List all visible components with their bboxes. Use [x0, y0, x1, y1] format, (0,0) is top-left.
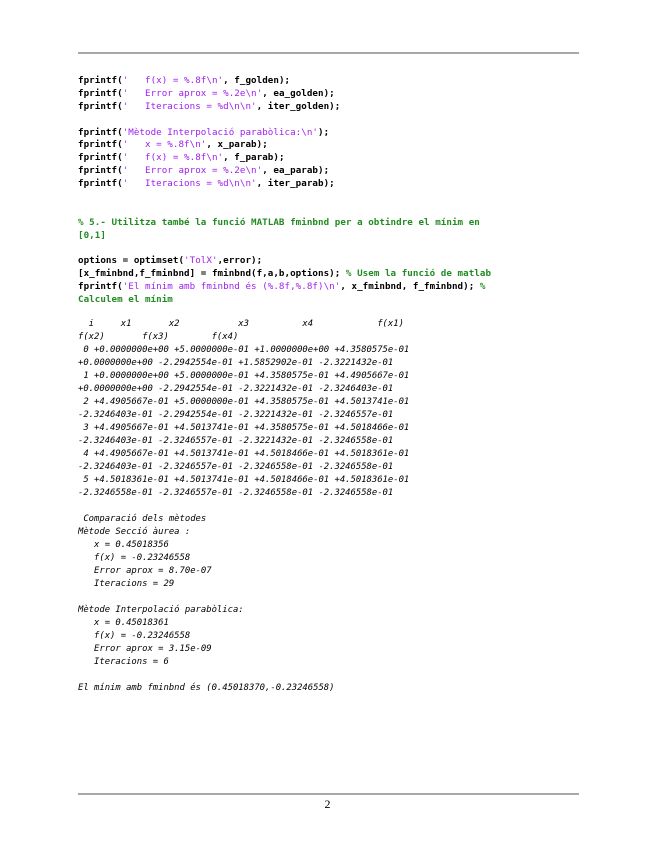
- output-line: 3 +4.4905667e-01 +4.5013741e-01 +4.3580575e-01 +4.5018466e-01: [78, 423, 410, 433]
- command-output: [78, 318, 578, 695]
- code-text: fprintf(: [78, 75, 123, 86]
- code-text: , iter_parab);: [256, 178, 335, 190]
- comment-text: % 5.- Utilitza també la funció MATLAB fminbnd per a obtindre el mínim en: [78, 216, 480, 228]
- code-text: , iter_golden);: [256, 100, 341, 112]
- output-line: Mètode Interpolació parabòlica:: [78, 605, 244, 615]
- code-text: , x_parab);: [206, 139, 268, 151]
- string-literal: 'TolX': [184, 255, 218, 267]
- code-text: , x_fminbnd, f_fminbnd);: [340, 281, 480, 293]
- output-line: Mètode Secció àurea :: [78, 527, 191, 537]
- output-line: 4 +4.4905667e-01 +4.5013741e-01 +4.5018466e-01 +4.5018361e-01: [78, 449, 410, 459]
- output-line: -2.3246403e-01 -2.2942554e-01 -2.3221432e-01 -2.3246557e-01: [78, 410, 394, 420]
- code-line: [78, 127, 578, 140]
- output-line: -2.3246403e-01 -2.3246557e-01 -2.3221432e-01 -2.3246558e-01: [78, 436, 394, 446]
- output-line: Comparació dels mètodes: [78, 514, 207, 524]
- code-line: [78, 217, 578, 230]
- output-line: f(x) = -0.23246558: [78, 553, 191, 563]
- string-literal: ' f(x) = %.8f\n': [122, 75, 224, 86]
- code-line: [78, 268, 578, 281]
- output-line: f(x2) f(x3) f(x4): [78, 332, 239, 342]
- output-line: 0 +0.0000000e+00 +5.0000000e-01 +1.0000000e+00 +4.3580575e-01: [78, 345, 410, 355]
- code-text: fprintf(: [78, 165, 123, 177]
- string-literal: 'El mínim amb fminbnd és (%.8f,%.8f)\n': [122, 281, 341, 293]
- code-text: [x_fminbnd,f_fminbnd] = fminbnd(f,a,b,options);: [78, 268, 346, 280]
- string-literal: ' Error aprox = %.2e\n': [122, 87, 263, 99]
- output-line: 5 +4.5018361e-01 +4.5013741e-01 +4.5018466e-01 +4.5018361e-01: [78, 475, 410, 485]
- code-line: [78, 165, 578, 178]
- matlab-code-listing: [78, 75, 578, 307]
- output-line: [78, 669, 578, 682]
- code-line: [78, 75, 578, 88]
- output-line: x = 0.45018361: [78, 618, 169, 628]
- code-line: [78, 243, 578, 256]
- code-line: [78, 101, 578, 114]
- code-text: fprintf(: [78, 152, 123, 164]
- footer-rule: [78, 793, 579, 795]
- code-line: [78, 139, 578, 152]
- output-line: i x1 x2 x3 x4 f(x1): [78, 319, 404, 329]
- output-line: -2.3246403e-01 -2.3246557e-01 -2.3246558e-01 -2.3246558e-01: [78, 462, 394, 472]
- string-literal: ' Error aprox = %.2e\n': [122, 165, 263, 177]
- code-line: [78, 178, 578, 191]
- code-text: fprintf(: [78, 281, 123, 293]
- code-line: [78, 294, 578, 307]
- code-line: [78, 230, 578, 243]
- output-line: f(x) = -0.23246558: [78, 631, 191, 641]
- code-text: , ea_golden);: [262, 87, 335, 99]
- output-line: [78, 500, 578, 513]
- code-text: ,error);: [217, 255, 263, 267]
- output-line: 2 +4.4905667e-01 +5.0000000e-01 +4.3580575e-01 +4.5013741e-01: [78, 397, 410, 407]
- code-text: fprintf(: [78, 100, 123, 112]
- code-line: [78, 191, 578, 204]
- string-literal: ' Iteracions = %d\n\n': [122, 178, 257, 190]
- comment-text: % Usem la funció de matlab: [345, 268, 492, 280]
- code-line: [78, 114, 578, 127]
- code-text: fprintf(: [78, 126, 123, 138]
- output-line: Iteracions = 29: [78, 579, 175, 589]
- comment-text: Calculem el mínim: [78, 294, 173, 306]
- code-line: [78, 281, 578, 294]
- string-literal: 'Mètode Interpolació parabòlica:\n': [122, 126, 319, 138]
- code-text: , f_parab);: [223, 152, 285, 164]
- string-literal: ' Iteracions = %d\n\n': [122, 100, 257, 112]
- code-line: [78, 255, 578, 268]
- header-rule: [78, 52, 579, 54]
- output-line: -2.3246558e-01 -2.3246557e-01 -2.3246558e-01 -2.3246558e-01: [78, 488, 394, 498]
- output-line: +0.0000000e+00 -2.2942554e-01 -2.3221432e-01 -2.3246403e-01: [78, 384, 394, 394]
- code-text: );: [318, 126, 330, 138]
- code-text: , ea_parab);: [262, 165, 330, 177]
- code-line: [78, 204, 578, 217]
- code-text: , f_golden);: [223, 75, 291, 86]
- page-number: 2: [324, 797, 331, 811]
- code-line: [78, 152, 578, 165]
- code-line: [78, 88, 578, 101]
- output-line: Iteracions = 6: [78, 657, 169, 667]
- output-line: El mínim amb fminbnd és (0.45018370,-0.23246558): [78, 683, 335, 693]
- string-literal: ' x = %.8f\n': [122, 139, 207, 151]
- comment-text: %: [479, 281, 486, 293]
- code-text: fprintf(: [78, 178, 123, 190]
- output-line: 1 +0.0000000e+00 +5.0000000e-01 +4.3580575e-01 +4.4905667e-01: [78, 371, 410, 381]
- output-line: +0.0000000e+00 -2.2942554e-01 +1.5852902e-01 -2.3221432e-01: [78, 358, 394, 368]
- string-literal: ' f(x) = %.8f\n': [122, 152, 224, 164]
- code-text: fprintf(: [78, 87, 123, 99]
- comment-text: [0,1]: [78, 229, 106, 241]
- output-line: x = 0.45018356: [78, 540, 169, 550]
- output-line: Error aprox = 8.70e-07: [78, 566, 212, 576]
- code-text: fprintf(: [78, 139, 123, 151]
- output-line: Error aprox = 3.15e-09: [78, 644, 212, 654]
- code-text: options = optimset(: [78, 255, 185, 267]
- output-line: [78, 591, 578, 604]
